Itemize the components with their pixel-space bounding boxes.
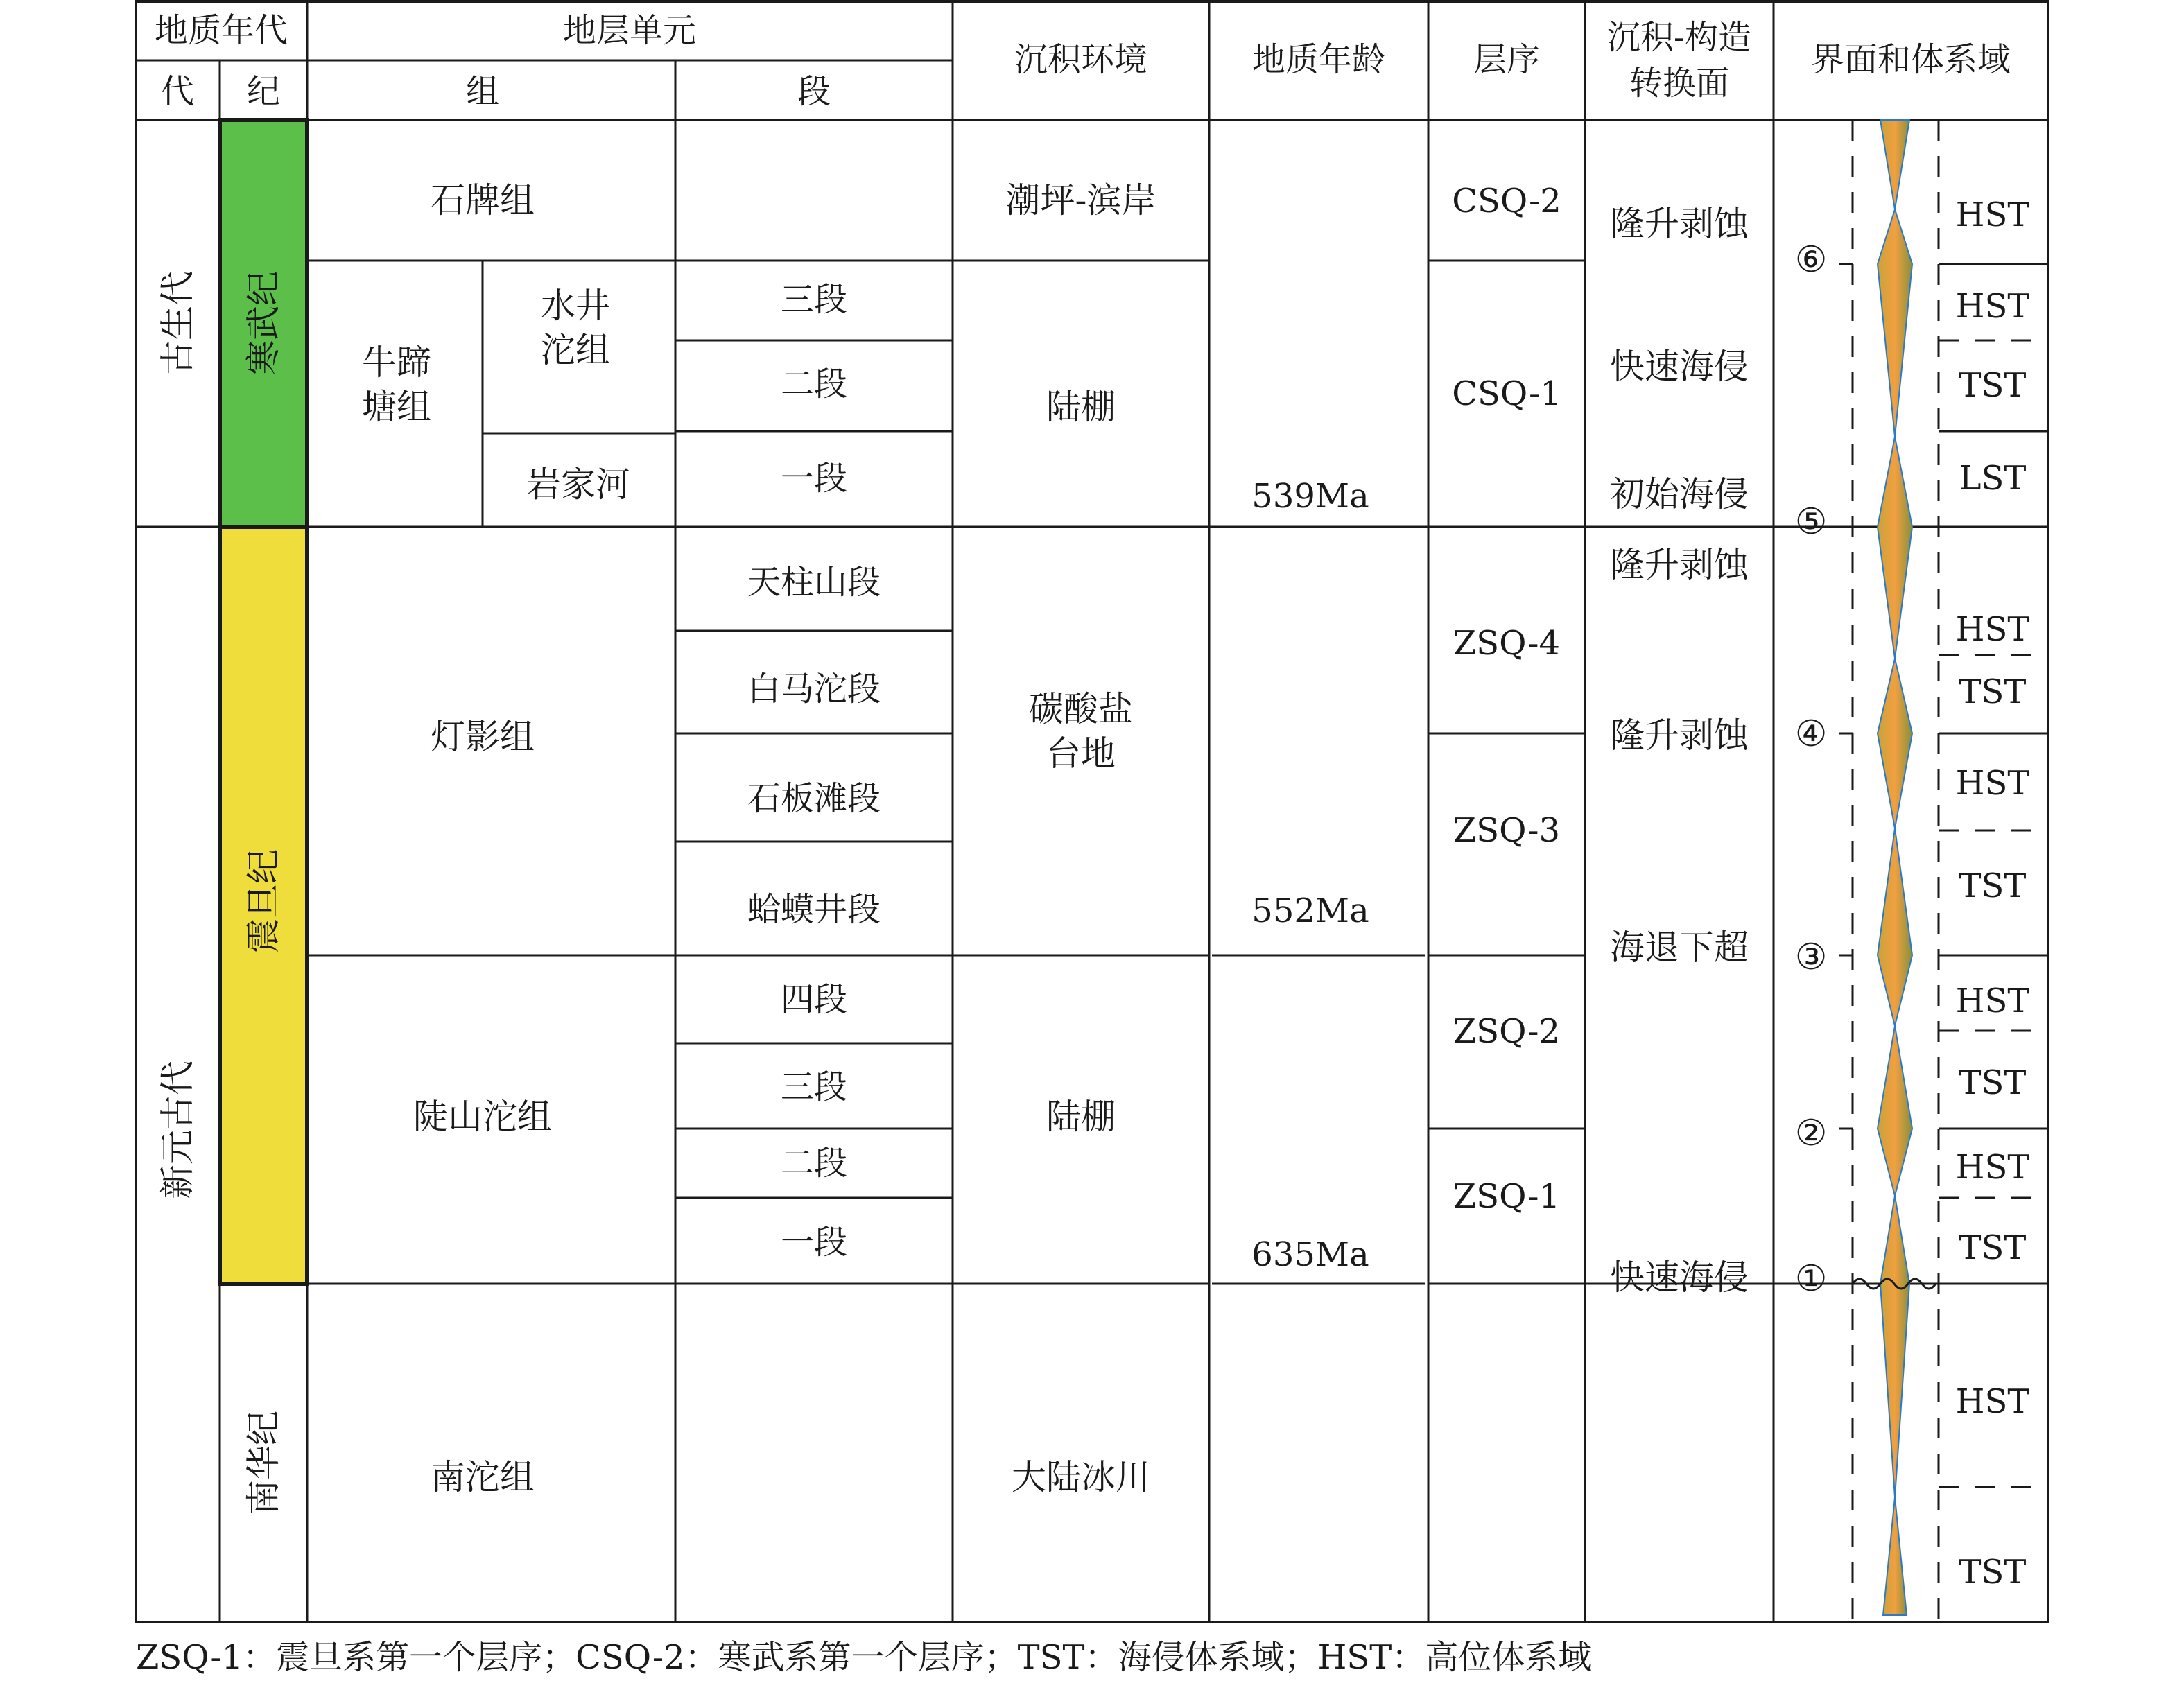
member-doushantuo-2: 二段 [780,1144,848,1183]
tract-tst-3: TST [1959,866,2027,905]
formation-dengying: 灯影组 [431,717,535,757]
era-paleozoic: 古生代 [157,271,198,375]
formation-niutitang-line1: 牛蹄 [362,342,431,383]
diamond-3 [1878,437,1912,659]
age-635: 635Ma [1251,1235,1369,1274]
diamond-2 [1878,209,1912,437]
tract-tst-1: TST [1959,366,2027,405]
age-552: 552Ma [1251,891,1369,930]
tract-tst-5: TST [1959,1228,2027,1267]
formation-shuijingtuo-line1: 水井 [541,286,610,326]
header-depositional-env: 沉积环境 [1014,40,1148,79]
member-baimatuo: 白马沱段 [747,670,881,708]
env-carbonate-line2: 台地 [1046,733,1116,774]
header-transition-surface-line2: 转换面 [1629,64,1730,103]
header-geo-time: 地质年代 [154,11,288,50]
tract-tst-2: TST [1959,672,2027,711]
tract-tst-4: TST [1959,1063,2027,1102]
member-shibantan: 石板滩段 [747,779,881,818]
env-carbonate-line1: 碳酸盐 [1029,689,1133,729]
diamond-8 [1883,1497,1907,1615]
figure-caption: ZSQ-1：震旦系第一个层序；CSQ-2：寒武系第一个层序；TST：海侵体系域；HST：高位体系域 [136,1638,1592,1677]
sequence-curve [1878,120,1912,1615]
surface-number-3: ③ [1794,937,1828,978]
period-sinian: 震旦纪 [243,849,284,953]
formation-shipai: 石牌组 [431,180,535,220]
header-surface-systems-tract: 界面和体系域 [1810,40,2011,79]
sequence-zsq4: ZSQ-4 [1453,624,1561,663]
member-cambrian-3: 三段 [780,280,848,319]
tract-hst-5: HST [1955,982,2030,1020]
surface-number-6: ⑥ [1794,239,1828,281]
header-period: 纪 [246,72,281,111]
tract-hst-6: HST [1955,1148,2030,1187]
surface-number-4: ④ [1794,713,1828,755]
period-nanhua: 南华纪 [243,1411,284,1515]
member-cambrian-2: 二段 [780,365,848,403]
tract-hst-7: HST [1955,1382,2030,1421]
diamond-7 [1880,1196,1909,1497]
header-era: 代 [160,72,195,111]
header-formation: 组 [465,72,500,111]
surface-ticks [1839,264,1853,1129]
sequence-zsq2: ZSQ-2 [1453,1012,1561,1051]
member-hamajing: 蛤蟆井段 [747,890,881,929]
tract-hst-3: HST [1955,610,2030,649]
sequence-zsq1: ZSQ-1 [1453,1177,1561,1216]
tract-hst-4: HST [1955,764,2030,803]
sequence-zsq3: ZSQ-3 [1453,811,1561,850]
header-member: 段 [797,72,831,111]
formation-niutitang-line2: 塘组 [362,387,431,427]
transition-rapid-1: 快速海侵 [1610,347,1749,387]
env-glacier: 大陆冰川 [1012,1457,1150,1497]
header-geo-age: 地质年龄 [1251,40,1386,79]
diamond-1 [1880,120,1909,209]
diamond-4 [1878,659,1912,828]
member-doushantuo-4: 四段 [780,980,848,1019]
sequence-csq2: CSQ-2 [1452,182,1561,220]
member-doushantuo-3: 三段 [780,1068,848,1106]
formation-nantuo: 南沱组 [431,1457,535,1497]
formation-yanjiahe: 岩家河 [526,464,630,505]
formation-doushantuo: 陡山沱组 [413,1097,552,1137]
member-doushantuo-1: 一段 [780,1223,848,1262]
transition-initial: 初始海侵 [1610,474,1749,514]
era-neoproterozoic: 新元古代 [157,1061,198,1199]
env-shelf-sinian: 陆棚 [1046,1097,1116,1137]
member-cambrian-1: 一段 [780,459,848,498]
tract-hst-1: HST [1955,195,2030,234]
table-frame [136,1,2048,1622]
transition-rapid-2: 快速海侵 [1610,1257,1749,1298]
transition-uplift-2: 隆升剥蚀 [1610,545,1749,585]
sequence-csq1: CSQ-1 [1452,374,1561,413]
surface-number-2: ② [1794,1113,1828,1154]
member-tianzhushan: 天柱山段 [747,563,881,602]
env-tidal-flat: 潮坪-滨岸 [1005,180,1156,220]
tract-tst-6: TST [1959,1553,2027,1592]
formation-shuijingtuo-line2: 沱组 [541,330,610,370]
surface-number-1: ① [1794,1258,1828,1300]
header-strata-unit: 地层单元 [562,11,697,50]
tract-lst: LST [1959,459,2027,498]
env-shelf-cambrian: 陆棚 [1046,387,1116,427]
tract-hst-2: HST [1955,287,2030,326]
header-transition-surface-line1: 沉积-构造 [1606,18,1752,57]
transition-regression: 海退下超 [1610,927,1749,968]
diamond-5 [1878,828,1912,1026]
transition-uplift-3: 隆升剥蚀 [1610,715,1749,756]
period-cambrian: 寒武纪 [243,271,284,375]
age-539: 539Ma [1251,477,1369,516]
diamond-6 [1878,1026,1912,1196]
transition-uplift-1: 隆升剥蚀 [1610,204,1749,244]
surface-number-5: ⑤ [1794,501,1828,543]
header-sequence: 层序 [1473,40,1541,79]
